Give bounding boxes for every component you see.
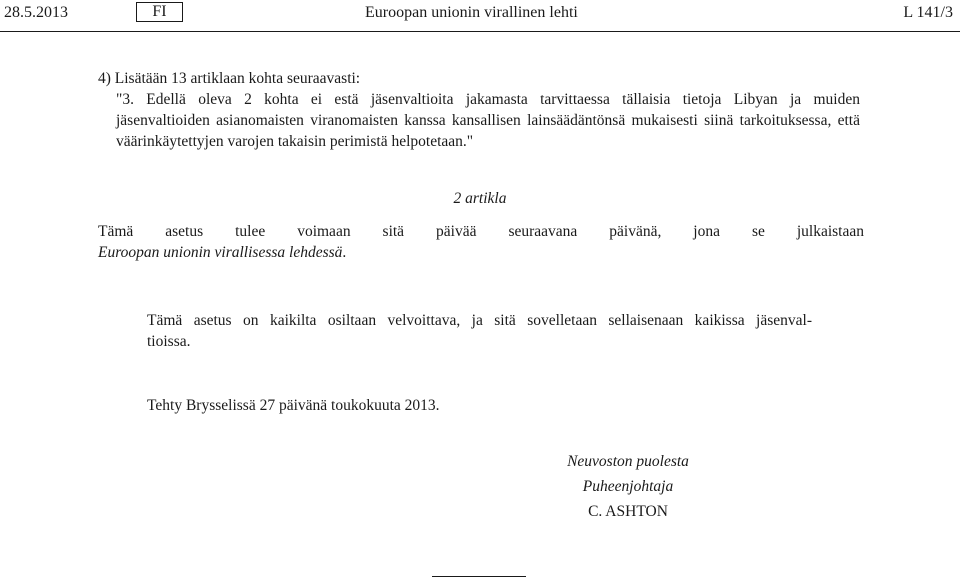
- page-reference: L 141/3: [903, 4, 953, 21]
- publication-date: 28.5.2013: [4, 4, 68, 21]
- article-text-journal: Euroopan unionin virallisessa lehdessä: [98, 244, 343, 261]
- article-text: [98, 221, 864, 263]
- journal-title: Euroopan unionin virallinen lehti: [365, 4, 578, 21]
- amendment-intro: 4) Lisätään 13 artiklaan kohta seuraavasti:: [98, 70, 361, 87]
- signatory-name: C. ASHTON: [588, 503, 668, 520]
- end-divider: [432, 576, 526, 577]
- header-divider: [0, 31, 960, 32]
- signature-on-behalf: Neuvoston puolesta: [567, 453, 689, 470]
- binding-clause: [147, 310, 812, 352]
- binding-clause-line1: Tämä asetus on kaikilta osiltaan velvoittava, ja sitä sovelletaan sellaisenaan kaikissa jäsenval-: [147, 312, 812, 329]
- amendment-quote-rest: jäsenvaltioiden asianomaisten viranomaisten kanssa kansallisen lainsäädäntönsä mukaisesti siinä tarkoituksessa, että väärinkäytettyjen varojen takaisin perimistä helpotetaan.": [116, 112, 860, 150]
- article-text-line1: Tämä asetus tulee voimaan sitä päivää seuraavana päivänä, jona se julkaistaan: [98, 223, 864, 240]
- amendment-quote-line1: "3. Edellä oleva 2 kohta ei estä jäsenvaltioita jakamasta tarvittaessa tällaisia tietoja Libyan ja muiden: [116, 91, 860, 108]
- article-text-end: .: [342, 244, 347, 261]
- language-code-box: FI: [136, 2, 183, 22]
- article-heading: 2 artikla: [453, 190, 507, 207]
- signature-role: Puheenjohtaja: [582, 478, 674, 495]
- binding-clause-line2: tioissa.: [147, 333, 191, 350]
- amendment-quote: [116, 89, 860, 152]
- done-at-place-date: Tehty Brysselissä 27 päivänä toukokuuta 2013.: [147, 397, 440, 414]
